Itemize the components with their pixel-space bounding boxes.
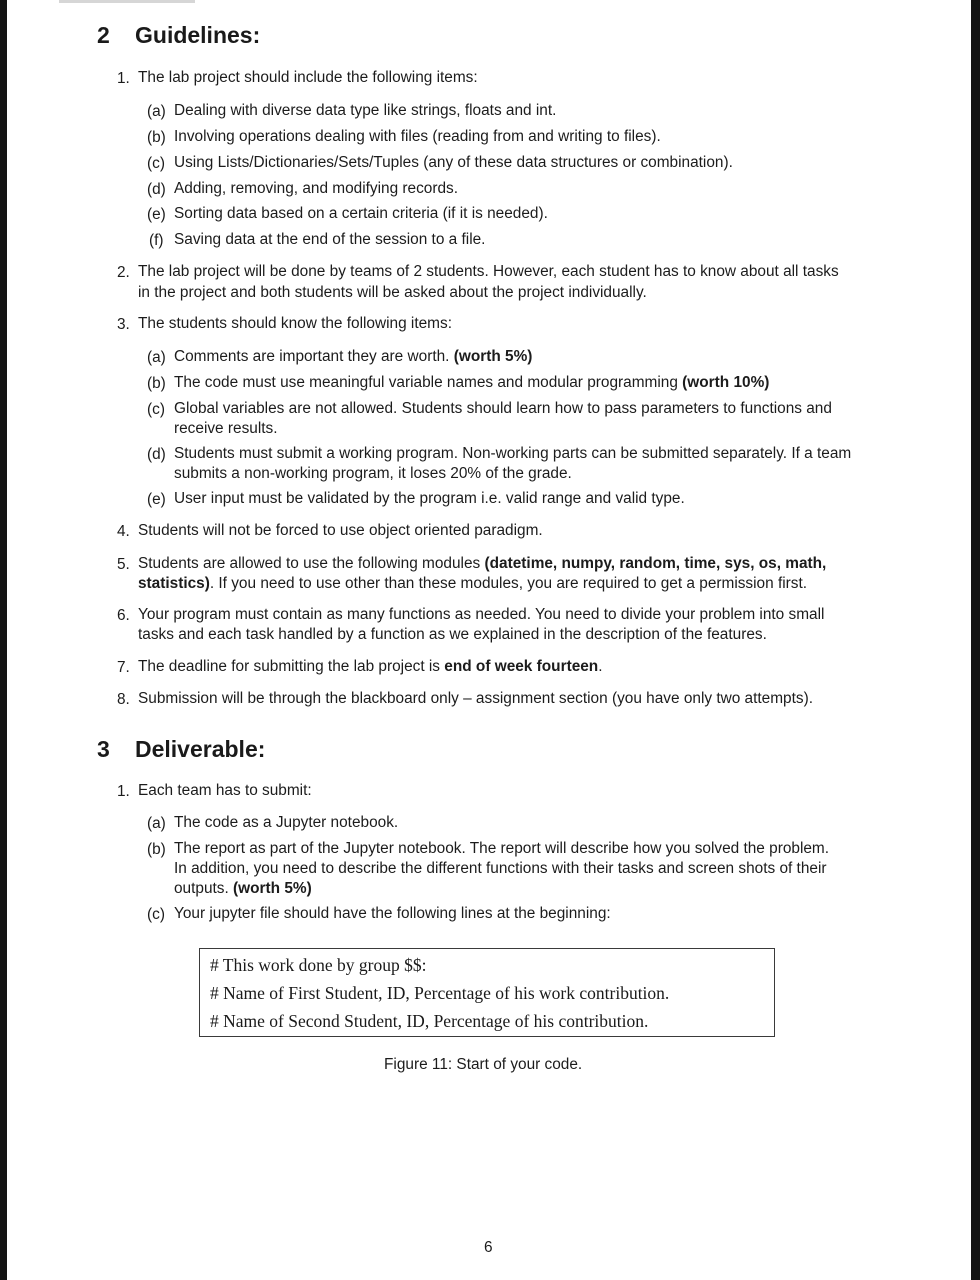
item-number: 5. bbox=[117, 556, 130, 573]
item-text-plain: . If you need to use other than these modules, you are required to get a permission first. bbox=[209, 575, 808, 592]
subitem-label: (c) bbox=[147, 155, 165, 172]
subitem-text: Your jupyter file should have the following lines at the beginning: bbox=[174, 905, 611, 922]
subitem-text bbox=[174, 347, 532, 367]
item-number: 6. bbox=[117, 607, 130, 624]
subitem-label: (b) bbox=[147, 375, 166, 392]
subitem-text: Saving data at the end of the session to a file. bbox=[174, 231, 486, 248]
item-number: 4. bbox=[117, 523, 130, 540]
subitem-text-bold: (worth 5%) bbox=[453, 348, 533, 365]
subitem-text-line2: receive results. bbox=[174, 420, 278, 437]
item-text: The students should know the following items: bbox=[138, 315, 452, 332]
subitem-label: (a) bbox=[147, 103, 166, 120]
subitem-label: (c) bbox=[147, 906, 165, 923]
item-number: 3. bbox=[117, 316, 130, 333]
item-number: 2. bbox=[117, 264, 130, 281]
item-text-bold: statistics) bbox=[138, 575, 210, 592]
subitem-text-plain: Comments are important they are worth. bbox=[174, 348, 450, 365]
subitem-text-plain: outputs. bbox=[174, 880, 229, 897]
subitem-text-line2: submits a non-working program, it loses 20% of the grade. bbox=[174, 465, 572, 482]
subitem-text: Adding, removing, and modifying records. bbox=[174, 180, 459, 197]
item-text-line2: tasks and each task handled by a function as we explained in the description of the features. bbox=[138, 626, 767, 643]
item-text-plain: Students are allowed to use the following modules bbox=[138, 555, 481, 572]
item-text bbox=[138, 657, 603, 677]
subitem-label: (a) bbox=[147, 349, 166, 366]
code-line: # Name of First Student, ID, Percentage of his work contribution. bbox=[210, 983, 670, 1003]
item-number: 8. bbox=[117, 691, 130, 708]
subitem-text-bold: (worth 10%) bbox=[682, 374, 770, 391]
subitem-text-plain: The code must use meaningful variable names and modular programming bbox=[174, 374, 678, 391]
figure-caption: Figure 11: Start of your code. bbox=[384, 1056, 583, 1073]
item-text-line1: Your program must contain as many functions as needed. You need to divide your problem into small bbox=[138, 606, 825, 623]
subitem-text-line3 bbox=[174, 879, 312, 899]
subitem-text: Using Lists/Dictionaries/Sets/Tuples (any of these data structures or combination). bbox=[174, 154, 733, 171]
item-text: Students will not be forced to use object oriented paradigm. bbox=[138, 522, 543, 539]
subitem-text: Sorting data based on a certain criteria (if it is needed). bbox=[174, 205, 548, 222]
item-text-plain: The deadline for submitting the lab project is bbox=[138, 658, 440, 675]
item-text-plain: . bbox=[598, 658, 603, 675]
code-line: # This work done by group $$: bbox=[210, 955, 427, 975]
item-text-bold: (datetime, numpy, random, time, sys, os, math, bbox=[484, 555, 827, 572]
subitem-label: (e) bbox=[147, 491, 166, 508]
subitem-text-bold: (worth 5%) bbox=[233, 880, 312, 897]
subitem-label: (b) bbox=[147, 129, 166, 146]
subitem-label: (d) bbox=[147, 181, 166, 198]
item-number: 1. bbox=[117, 783, 130, 800]
subitem-text: The code as a Jupyter notebook. bbox=[174, 814, 399, 831]
code-line: # Name of Second Student, ID, Percentage of his contribution. bbox=[210, 1011, 649, 1031]
subitem-text bbox=[174, 373, 769, 393]
section-title-deliverable: Deliverable: bbox=[135, 736, 266, 762]
code-box bbox=[199, 948, 775, 1037]
subitem-text-line2: In addition, you need to describe the different functions with their tasks and screen shots of their bbox=[174, 860, 827, 877]
item-text-line2 bbox=[138, 574, 807, 594]
item-text: Each team has to submit: bbox=[138, 782, 312, 799]
subitem-label: (d) bbox=[147, 446, 166, 463]
subitem-label: (e) bbox=[147, 206, 166, 223]
subitem-text-line1: Students must submit a working program. Non-working parts can be submitted separately. If a team bbox=[174, 445, 852, 462]
subitem-label: (b) bbox=[147, 841, 166, 858]
top-strip bbox=[59, 0, 195, 3]
subitem-label: (c) bbox=[147, 401, 165, 418]
subitem-text: Dealing with diverse data type like strings, floats and int. bbox=[174, 102, 557, 119]
item-text-line1: The lab project will be done by teams of 2 students. However, each student has to know about all tasks bbox=[138, 263, 839, 280]
subitem-text-line1: The report as part of the Jupyter notebook. The report will describe how you solved the problem. bbox=[174, 840, 830, 857]
section-title-guidelines: Guidelines: bbox=[135, 22, 261, 48]
item-text-line1 bbox=[138, 554, 826, 574]
subitem-text-line1: Global variables are not allowed. Students should learn how to pass parameters to functions and bbox=[174, 400, 832, 417]
document-page bbox=[7, 0, 971, 1280]
item-text-bold: end of week fourteen bbox=[444, 658, 599, 675]
item-text: The lab project should include the following items: bbox=[138, 69, 478, 86]
item-text-line2: in the project and both students will be asked about the project individually. bbox=[138, 284, 647, 301]
page-number: 6 bbox=[484, 1239, 493, 1256]
subitem-text: Involving operations dealing with files (reading from and writing to files). bbox=[174, 128, 661, 145]
section-number-guidelines: 2 bbox=[97, 22, 110, 48]
section-number-deliverable: 3 bbox=[97, 736, 110, 762]
subitem-label: (a) bbox=[147, 815, 166, 832]
item-number: 1. bbox=[117, 70, 130, 87]
item-number: 7. bbox=[117, 659, 130, 676]
item-text: Submission will be through the blackboard only – assignment section (you have only two attempts). bbox=[138, 690, 813, 707]
subitem-label: (f) bbox=[149, 232, 164, 249]
subitem-text: User input must be validated by the program i.e. valid range and valid type. bbox=[174, 490, 685, 507]
